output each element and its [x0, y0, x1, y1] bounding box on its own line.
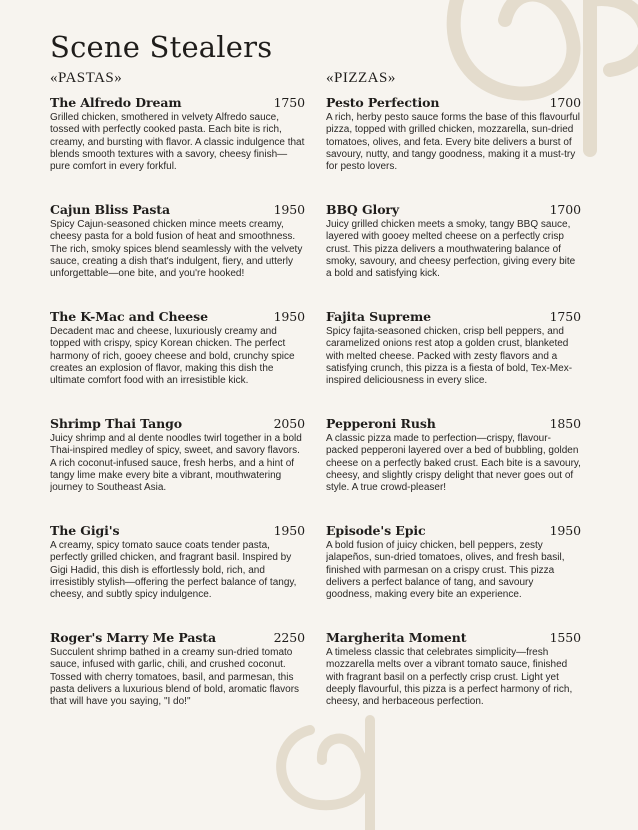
menu-item: [326, 95, 581, 202]
item-description: Juicy grilled chicken meets a smoky, tangy BBQ sauce, layered with gooey melted cheese on a perfectly crisp crust. This pizza delivers a mouthwatering balance of smoky, savoury, and cheesy perfection, giving every bite a bold and satisfying kick.: [326, 219, 576, 280]
item-price: 1850: [549, 416, 581, 431]
item-name: The Gigi's: [50, 523, 120, 538]
item-description: Juicy shrimp and al dente noodles twirl together in a bold Thai-inspired medley of spicy, sweet, and savory flavors. A rich coconut-infused sauce, fresh herbs, and a hint of tangy lime make every bite a vibrant, mouthwatering journey to Southeast Asia.: [50, 433, 302, 494]
item-price: 1950: [273, 202, 305, 217]
item-name: Fajita Supreme: [326, 309, 431, 324]
item-name: The Alfredo Dream: [50, 95, 182, 110]
item-price: 1950: [273, 309, 305, 324]
item-description: A timeless classic that celebrates simplicity—fresh mozzarella melts over a vibrant tomato sauce, finished with fragrant basil on a perfectly crisp crust. Light yet deeply flavourful, this pizza is a perfect harmony of rich, cheesy, and herbaceous perfection.: [326, 647, 573, 708]
menu-item: [50, 630, 305, 737]
item-name: Pesto Perfection: [326, 95, 440, 110]
pastas-column: [50, 95, 305, 737]
menu-item: [50, 95, 305, 202]
menu-item: [326, 416, 581, 523]
pizzas-column: [326, 95, 581, 737]
item-price: 1550: [549, 630, 581, 645]
item-description: A creamy, spicy tomato sauce coats tender pasta, perfectly grilled chicken, and fragrant basil. Inspired by Gigi Hadid, this dish is effortlessly bold, rich, and irresistibly stylish—offering the perfect balance of tangy, cheesy, and subtly spicy indulgence.: [50, 540, 297, 601]
menu-item: [326, 202, 581, 309]
menu-item: [326, 309, 581, 416]
item-name: Cajun Bliss Pasta: [50, 202, 170, 217]
item-description: A rich, herby pesto sauce forms the base of this flavourful pizza, topped with grilled chicken, mozzarella, sun-dried tomatoes, olives, and feta. Every bite delivers a burst of savoury, nutty, and tangy goodness, making it a must-try for pesto lovers.: [326, 112, 581, 173]
menu-item: [50, 416, 305, 523]
item-name: Margherita Moment: [326, 630, 467, 645]
menu-item: [50, 309, 305, 416]
item-description: Decadent mac and cheese, luxuriously creamy and topped with crispy, spicy Korean chicken. The perfect harmony of rich, gooey cheese and bold, crunchy spice creates an explosion of flavor, making this dish the ultimate comfort food with an irresistible kick.: [50, 326, 295, 387]
item-name: Episode's Epic: [326, 523, 426, 538]
item-name: Roger's Marry Me Pasta: [50, 630, 216, 645]
item-price: 1750: [273, 95, 305, 110]
item-price: 1950: [273, 523, 305, 538]
item-name: Shrimp Thai Tango: [50, 416, 183, 431]
item-price: 2050: [273, 416, 305, 431]
pizzas-section-label: «PIZZAS»: [326, 70, 396, 86]
menu-item: [50, 202, 305, 309]
item-price: 2250: [273, 630, 305, 645]
item-price: 1700: [549, 95, 581, 110]
pastas-section-label: «PASTAS»: [50, 70, 123, 86]
item-description: Grilled chicken, smothered in velvety Alfredo sauce, tossed with perfectly cooked pasta. Each bite is rich, creamy, and bursting with flavor. A classic indulgence that blends smooth textures with a savory, cheesy finish—pure comfort in every forkful.: [50, 112, 305, 173]
item-price: 1750: [549, 309, 581, 324]
item-description: A classic pizza made to perfection—crispy, flavour-packed pepperoni layered over a bed of bubbling, golden cheese on a perfectly baked crust. Each bite is a savoury, cheesy, and slightly crispy delight that never goes out of style. A true crowd-pleaser!: [326, 433, 581, 494]
menu-title: Scene Stealers: [50, 30, 273, 64]
item-description: Spicy Cajun-seasoned chicken mince meets creamy, cheesy pasta for a bold fusion of heat and smoothness. The rich, smoky spices blend seamlessly with the velvety sauce, creating a dish that's indulgent, fiery, and utterly unforgettable—one bite, and you're hooked!: [50, 219, 303, 280]
item-description: A bold fusion of juicy chicken, bell peppers, zesty jalapeños, sun-dried tomatoes, olives, and fresh basil, finished with parmesan on a crispy crust. This pizza delivers a perfect balance of tang, and savoury goodness, making every bite an experience.: [326, 540, 565, 601]
item-price: 1700: [549, 202, 581, 217]
menu-item: [326, 523, 581, 630]
item-name: BBQ Glory: [326, 202, 400, 217]
item-price: 1950: [549, 523, 581, 538]
menu-item: [50, 523, 305, 630]
item-description: Spicy fajita-seasoned chicken, crisp bell peppers, and caramelized onions rest atop a golden crust, blanketed with melted cheese. Packed with zesty flavors and a satisfying crunch, this pizza is a fiesta of bold, Tex-Mex-inspired deliciousness in every slice.: [326, 326, 573, 387]
item-description: Succulent shrimp bathed in a creamy sun-dried tomato sauce, infused with garlic, chili, and crushed coconut. Tossed with cherry tomatoes, basil, and parmesan, this pasta delivers a luxurious blend of bold, aromatic flavors that will have you saying, "I do!": [50, 647, 300, 708]
item-name: The K-Mac and Cheese: [50, 309, 208, 324]
item-name: Pepperoni Rush: [326, 416, 436, 431]
menu-item: [326, 630, 581, 737]
